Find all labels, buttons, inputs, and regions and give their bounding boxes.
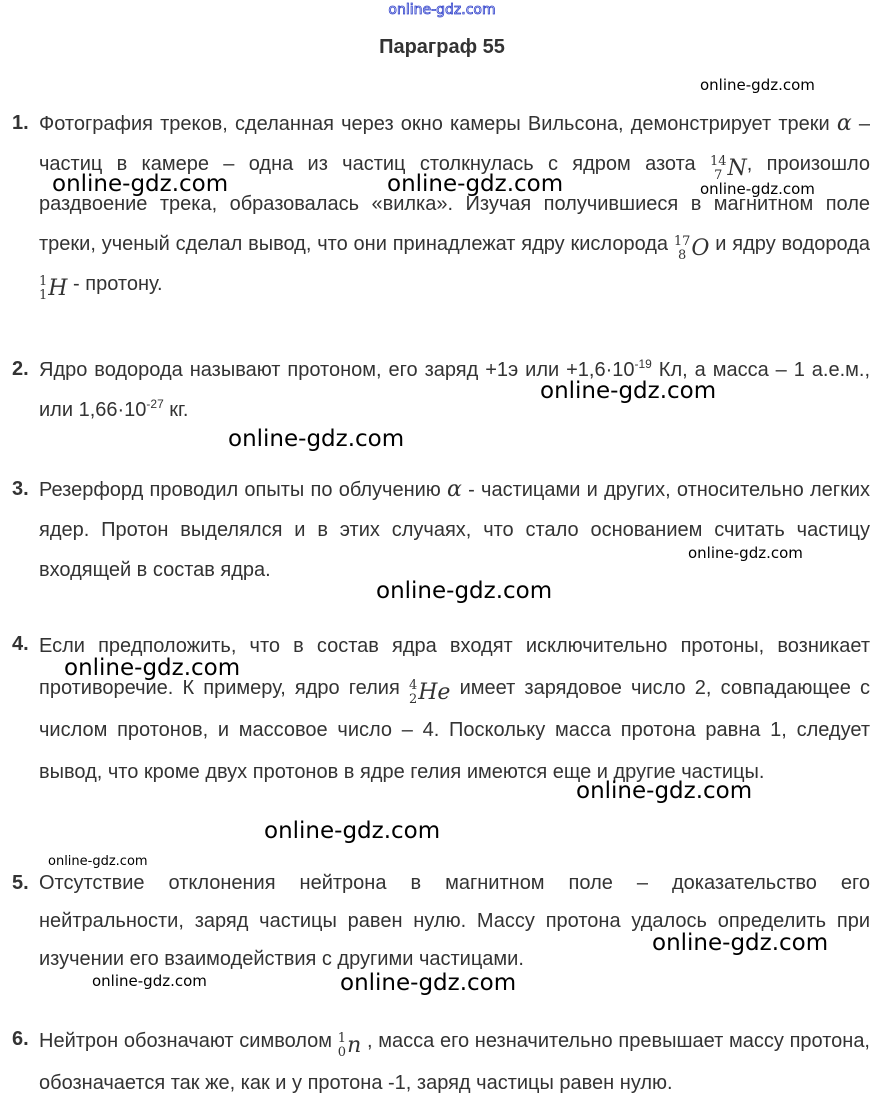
item-number: 2.	[12, 358, 29, 380]
page-title: Параграф 55	[379, 36, 505, 58]
watermark: online-gdz.com	[64, 655, 241, 681]
item-number: 6.	[12, 1028, 29, 1050]
item-number: 1.	[12, 112, 29, 134]
alpha-symbol: α	[836, 111, 852, 136]
item-text: Отсутствие отклонения нейтрона в магнитном поле – доказательство его нейтральности, заряд частицы равен нулю. Массу протона удалось определить при изучении его взаимодействия с другими частицами.	[39, 872, 870, 970]
watermark: online-gdz.com	[264, 818, 441, 844]
watermark: online-gdz.com	[92, 972, 207, 990]
hydrogen-isotope: 1 1 H	[39, 273, 68, 303]
item-text: Фотография треков, сделанная через окно камеры Вильсона, демонстрирует треки α – частиц в камере – одна из частиц столкнулась с ядром азота 14 7 N, произошло раздвоение трека, образовалась «вилка». Изучая получившиеся в магнитном поле треки, ученый сделал вывод, что они принадлежат ядру кислорода 17 8 O и ядру водорода 1 1 H - протону.	[39, 111, 871, 303]
nitrogen-isotope: 14 7 N	[709, 153, 747, 183]
watermark: online-gdz.com	[52, 171, 229, 197]
site-logo: online-gdz.com	[388, 2, 496, 18]
watermark: online-gdz.com	[540, 378, 717, 404]
item-number: 4.	[12, 633, 29, 655]
item-number: 5.	[12, 872, 29, 894]
watermark: online-gdz.com	[387, 171, 564, 197]
watermark: online-gdz.com	[48, 854, 148, 869]
watermark: online-gdz.com	[228, 426, 405, 452]
item-text: Если предположить, что в состав ядра входят исключительно протоны, возникает противоречие. К примеру, ядро гелия 4 2 He имеет зарядовое число 2, совпадающее с числом протонов, и массовое число – 4. Поскольку масса протона равна 1, следует вывод, что кроме двух протонов в ядре гелия имеются еще и другие частицы.	[39, 635, 870, 783]
watermark: online-gdz.com	[700, 76, 815, 94]
item-text: Нейтрон обозначают символом 1 0 n , масса его незначительно превышает массу протона, обозначается так же, как и у протона -1, заряд частицы равен нулю.	[39, 1030, 870, 1094]
watermark: online-gdz.com	[652, 930, 829, 956]
watermark: online-gdz.com	[700, 180, 815, 198]
item-number: 3.	[12, 478, 29, 500]
helium-isotope: 4 2 He	[408, 677, 451, 707]
alpha-symbol: α	[447, 477, 462, 502]
item-text: Резерфорд проводил опыты по облучению α - частицами и других, относительно легких ядер. Протон выделялся и в этих случаях, что стало основанием считать частицу входящей в состав ядра.	[39, 477, 870, 581]
oxygen-isotope: 17 8 O	[673, 233, 710, 263]
watermark: online-gdz.com	[576, 778, 753, 804]
watermark: online-gdz.com	[376, 578, 553, 604]
item-text: Ядро водорода называют протоном, его заряд +1э или $+1,6\cdot 10^{-19}$ Кл, а масса – 1 а.е.м., или $1,66\cdot 10^{-27}$ кг.	[39, 357, 870, 421]
watermark: online-gdz.com	[340, 970, 517, 996]
neutron-symbol: 1 0 n	[337, 1030, 362, 1060]
watermark: online-gdz.com	[688, 544, 803, 562]
